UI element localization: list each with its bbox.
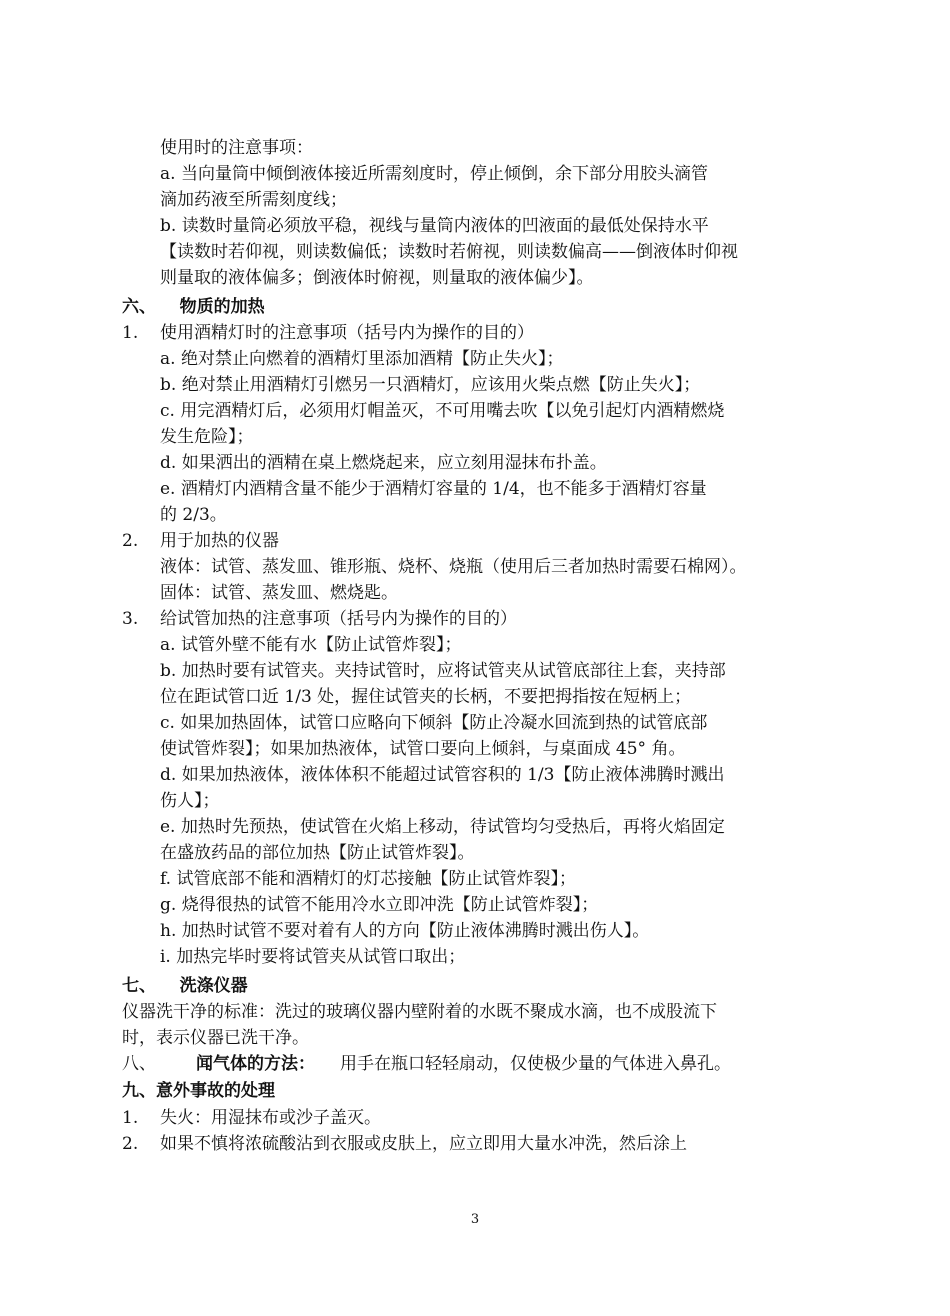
text-line: d. 如果加热液体，液体体积不能超过试管容积的 1/3【防止液体沸腾时溅出	[160, 765, 725, 785]
text-line: 则量取的液体偏多；倒液体时俯视，则量取的液体偏少】。	[160, 268, 594, 288]
list-number: 1.	[122, 323, 139, 343]
text-line: f. 试管底部不能和酒精灯的灯芯接触【防止试管炸裂】；	[160, 869, 576, 889]
text-line: 如果不慎将浓硫酸沾到衣服或皮肤上，应立即用大量水冲洗，然后涂上	[160, 1134, 687, 1154]
section-heading: 七、 洗涤仪器	[122, 976, 248, 996]
text-line: 的 2/3。	[160, 505, 227, 525]
text-line: i. 加热完毕时要将试管夹从试管口取出；	[160, 947, 466, 967]
text-line: 用手在瓶口轻轻扇动，仅使极少量的气体进入鼻孔。	[340, 1054, 731, 1074]
text-line: b. 读数时量筒必须放平稳，视线与量筒内液体的凹液面的最低处保持水平	[160, 216, 709, 236]
text-line: 使用时的注意事项：	[160, 138, 313, 158]
text-line: e. 加热时先预热，使试管在火焰上移动，待试管均匀受热后，再将火焰固定	[160, 817, 725, 837]
text-line: b. 绝对禁止用酒精灯引燃另一只酒精灯，应该用火柴点燃【防止失火】；	[160, 375, 701, 395]
section-heading: 九、意外事故的处理	[122, 1081, 275, 1101]
text-line: 时，表示仪器已洗干净。	[122, 1028, 309, 1048]
section-heading: 闻气体的方法：	[196, 1054, 315, 1074]
list-number: 3.	[122, 609, 139, 629]
text-line: 【读数时若仰视，则读数偏低；读数时若俯视，则读数偏高——倒液体时仰视	[160, 242, 738, 262]
section-heading: 六、 物质的加热	[122, 297, 265, 317]
text-line: 滴加药液至所需刻度线；	[160, 190, 347, 210]
text-line: c. 用完酒精灯后，必须用灯帽盖灭，不可用嘴去吹【以免引起灯内酒精燃烧	[160, 401, 725, 421]
section-number: 八、	[122, 1054, 156, 1074]
text-line: 仪器洗干净的标准：洗过的玻璃仪器内壁附着的水既不聚成水滴，也不成股流下	[122, 1002, 717, 1022]
text-line: 在盛放药品的部位加热【防止试管炸裂】。	[160, 843, 475, 863]
text-line: g. 烧得很热的试管不能用冷水立即冲洗【防止试管炸裂】；	[160, 895, 599, 915]
list-number: 2.	[122, 1134, 139, 1154]
list-number: 1.	[122, 1108, 139, 1128]
text-line: 液体：试管、蒸发皿、锥形瓶、烧杯、烧瓶（使用后三者加热时需要石棉网）。	[160, 557, 747, 577]
list-item-title: 给试管加热的注意事项（括号内为操作的目的）	[160, 609, 517, 629]
text-line: e. 酒精灯内酒精含量不能少于酒精灯容量的 1/4，也不能多于酒精灯容量	[160, 479, 707, 499]
text-line: a. 试管外壁不能有水【防止试管炸裂】；	[160, 635, 462, 655]
text-line: 使试管炸裂】；如果加热液体，试管口要向上倾斜，与桌面成 45° 角。	[160, 739, 686, 759]
text-line: 失火：用湿抹布或沙子盖灭。	[160, 1108, 381, 1128]
text-line: a. 绝对禁止向燃着的酒精灯里添加酒精【防止失火】；	[160, 349, 564, 369]
text-line: c. 如果加热固体，试管口应略向下倾斜【防止冷凝水回流到热的试管底部	[160, 713, 708, 733]
text-line: 伤人】；	[160, 791, 220, 811]
text-line: b. 加热时要有试管夹。夹持试管时，应将试管夹从试管底部往上套，夹持部	[160, 661, 726, 681]
text-line: 位在距试管口近 1/3 处，握住试管夹的长柄，不要把拇指按在短柄上；	[160, 687, 692, 707]
text-line: 固体：试管、蒸发皿、燃烧匙。	[160, 583, 398, 603]
text-line: 发生危险】；	[160, 427, 254, 447]
text-line: d. 如果洒出的酒精在桌上燃烧起来，应立刻用湿抹布扑盖。	[160, 453, 607, 473]
list-number: 2.	[122, 531, 139, 551]
page-number: 3	[470, 1212, 480, 1227]
list-item-title: 用于加热的仪器	[160, 531, 279, 551]
text-line: h. 加热时试管不要对着有人的方向【防止液体沸腾时溅出伤人】。	[160, 921, 650, 941]
list-item-title: 使用酒精灯时的注意事项（括号内为操作的目的）	[160, 323, 534, 343]
text-line: a. 当向量筒中倾倒液体接近所需刻度时，停止倾倒，余下部分用胶头滴管	[160, 164, 708, 184]
